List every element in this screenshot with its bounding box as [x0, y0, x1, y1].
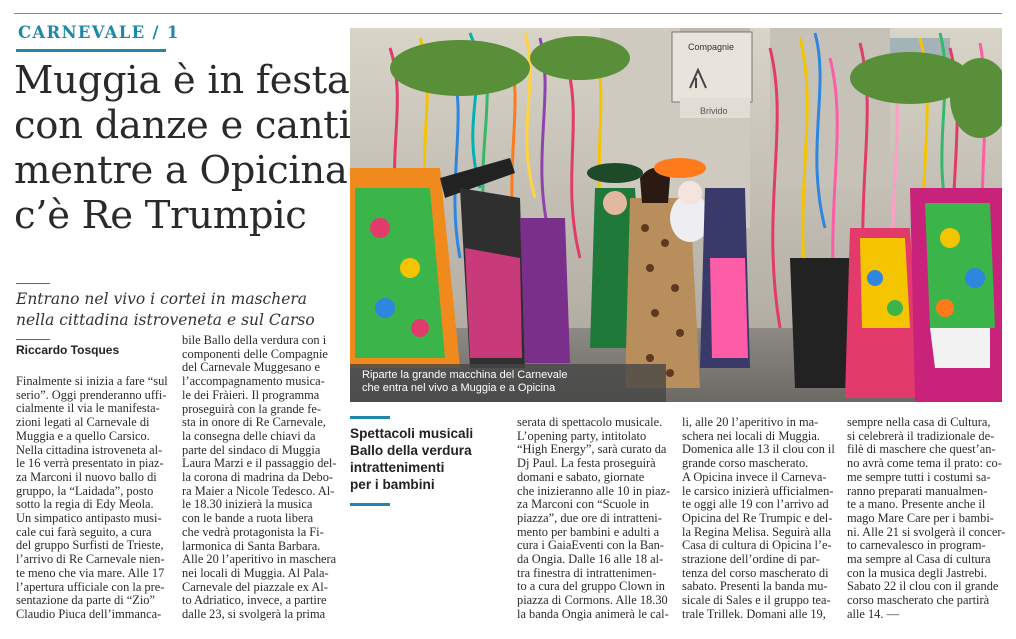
article-headline	[14, 58, 351, 238]
body-text-line: nei locali di Muggia. Al Pala-	[182, 565, 329, 580]
body-text-line: proseguirà con la grande fe-	[182, 401, 321, 416]
body-column-2	[182, 334, 344, 622]
body-text-line: l’apertura ufficiale con la pre-	[16, 579, 165, 594]
body-text-line: te a mano. Presente anche il	[847, 497, 986, 512]
body-text-line: Un simpatico antipasto musi-	[16, 511, 162, 526]
subhead-rule	[16, 283, 50, 284]
section-kicker: CARNEVALE / 1	[18, 23, 180, 42]
body-text-line: zioni legati al Carnevale di	[16, 415, 150, 430]
body-text-line: Dj Paul. La festa proseguirà	[517, 456, 656, 471]
article-subhead	[16, 289, 346, 331]
body-text-line: sta in onore di Re Carnevale,	[182, 415, 326, 430]
body-text-line: trale Trillek. Domani alle 19,	[682, 606, 826, 621]
body-text-line: del Carnevale Muggesano e	[182, 360, 320, 375]
top-rule	[14, 13, 1002, 14]
body-text-line: cura i GaiaEventi con la Ban-	[517, 538, 664, 553]
author-byline: Riccardo Tosques	[16, 343, 120, 357]
body-text-line: filè di maschere che quest’an-	[847, 442, 996, 457]
body-text-line: cialmente il via le manifesta-	[16, 401, 160, 416]
subhead-line: Entrano nel vivo i cortei in maschera	[16, 290, 308, 308]
body-text-line: za Marconi con “Scuole in	[517, 497, 650, 512]
body-text-line: serata di spettacolo musicale.	[517, 415, 663, 429]
body-text-line: me sempre tutti i costumi sa-	[847, 469, 991, 484]
body-text-line: Muggia e a quello Carsico.	[16, 428, 150, 443]
body-text-line: Casa di cultura di Opicina l’e-	[682, 538, 832, 553]
body-text-line: to carnevalesco in program-	[847, 538, 986, 553]
body-text-line: grande corso mascherato.	[682, 456, 809, 471]
body-column-3	[517, 416, 677, 622]
body-text-line: la corona di madrina da Debo-	[182, 470, 334, 485]
headline-line: Muggia è in festa	[14, 58, 350, 103]
body-column-1	[16, 375, 178, 622]
body-text-line: tra finestra di intrattenimen-	[517, 565, 657, 580]
body-text-line: parte del sindaco di Muggia	[182, 442, 321, 457]
headline-line: con danze e canti	[14, 103, 351, 148]
body-text-line: sabato. Presenti la banda mu-	[682, 579, 828, 594]
body-text-line: che inizieranno alle 10 in piaz-	[517, 483, 671, 498]
photo-sign-text: Compagnie	[688, 42, 735, 52]
body-text-line: le carsico inizierà ufficialmen-	[682, 483, 834, 498]
body-text-line: cale cui farà seguito, a cura	[16, 524, 152, 539]
callout-line: intrattenimenti	[350, 460, 445, 475]
body-text-line: Opicina del Re Trumpic e del-	[682, 510, 833, 525]
body-text-line: si celebrerà il tradizionale de-	[847, 428, 995, 443]
body-text-line: componenti delle Compagnie	[182, 346, 328, 361]
callout-line: Ballo della verdura	[350, 443, 472, 458]
headline-line: c’è Re Trumpic	[14, 193, 307, 238]
body-text-line: to a cura del gruppo Clown in	[517, 579, 665, 594]
body-text-line: ra Maier a Nicole Tedesco. Al-	[182, 483, 335, 498]
body-text-line: sempre nella casa di Cultura,	[847, 415, 991, 429]
body-text-line: l’arrivo di Re Carnevale nien-	[16, 552, 165, 567]
body-text-line: Claudio Piuca dell’immanca-	[16, 606, 162, 621]
body-text-line: sentazione da parte di “Zio”	[16, 593, 155, 608]
body-text-line: Nella cittadina istroveneta al-	[16, 442, 163, 457]
body-text-line: L’opening party, intitolato	[517, 428, 647, 443]
body-text-line: l’accompagnamento musica-	[182, 374, 325, 389]
body-text-line: piazza di Cormons. Alle 18.30	[517, 593, 668, 608]
subhead-line: nella cittadina istroveneta e sul Carso	[16, 311, 315, 329]
body-text-line: Domenica alle 13 il clou con il	[682, 442, 835, 457]
body-text-line: larmonica di Santa Barbara.	[182, 538, 321, 553]
body-text-line: “High Energy”, sarà curato da	[517, 442, 667, 457]
body-text-line: mento per bambini e adulti a	[517, 524, 660, 539]
body-text-line: Finalmente si inizia a fare “sul	[16, 374, 168, 388]
headline-line: mentre a Opicina	[14, 148, 348, 193]
body-text-line: la banda Ongia animerà le cal-	[517, 606, 669, 621]
body-text-line: piazza”, due ore di intratteni-	[517, 510, 662, 525]
body-text-line: sotto la regia di Edy Meola.	[16, 497, 154, 512]
body-text-line: no avrà come tema il prato: co-	[847, 456, 1002, 471]
photo-sign-text: Brivido	[700, 106, 728, 116]
body-column-4	[682, 416, 842, 622]
body-text-line: ranno preparati manualmen-	[847, 483, 988, 498]
body-text-line: li, alle 20 l’aperitivo in ma-	[682, 415, 819, 429]
body-text-line: strazione dell’ordine di par-	[682, 552, 820, 567]
body-text-line: del gruppo Surfisti de Trieste,	[16, 538, 164, 553]
body-text-line: te oggi alle 19 con l’arrivo ad	[682, 497, 829, 512]
caption-line: Riparte la grande macchina del Carnevale	[362, 369, 568, 381]
body-text-line: Laura Marzi e il passaggio del-	[182, 456, 337, 471]
body-text-line: serio”. Oggi prenderanno uffi-	[16, 387, 167, 402]
body-text-line: con le bande a ruota libera	[182, 511, 314, 526]
kicker-underline	[16, 49, 166, 52]
body-text-line: alle 14. —	[847, 606, 899, 621]
body-text-line: to Adriatico, invece, a partire	[182, 593, 327, 608]
body-text-line: sicale di Sales e il gruppo tea-	[682, 593, 831, 608]
body-text-line: che vedrà protagonista la Fi-	[182, 524, 324, 539]
carnival-photo	[350, 28, 1002, 402]
body-text-line: za Marconi il nuovo ballo di	[16, 469, 157, 484]
body-text-line: domani e sabato, giornate	[517, 469, 645, 484]
body-text-line: la consegna delle chiavi da	[182, 428, 316, 443]
body-text-line: le dei Fràieri. Il programma	[182, 387, 320, 402]
body-column-5	[847, 416, 1007, 622]
byline-rule	[16, 339, 50, 340]
body-text-line: Alle 20 l’aperitivo in maschera	[182, 552, 337, 567]
body-text-line: ni. Alle 21 si svolgerà il concer-	[847, 524, 1006, 539]
body-text-line: gruppo, la “Laidada”, posto	[16, 483, 154, 498]
callout-line: per i bambini	[350, 477, 435, 492]
body-text-line: A Opicina invece il Carneva-	[682, 469, 827, 484]
body-text-line: ma sempre al Casa di cultura	[847, 552, 991, 567]
body-text-line: le 18.30 inizierà la musica	[182, 497, 313, 512]
body-text-line: corso mascherato che partirà	[847, 593, 990, 608]
caption-line: che entra nel vivo a Muggia e a Opicina	[362, 382, 556, 394]
body-text-line: bile Ballo della verdura con i	[182, 333, 327, 347]
body-text-line: le 16 verrà presentato in piaz-	[16, 456, 164, 471]
body-text-line: Sabato 22 il clou con il grande	[847, 579, 999, 594]
body-text-line: tenza del corso mascherato di	[682, 565, 829, 580]
callout-rule-top	[350, 416, 390, 419]
body-text-line: con la musica degli Jastrebi.	[847, 565, 988, 580]
body-text-line: Carnevale del piazzale ex Al-	[182, 579, 328, 594]
body-text-line: da Ongia. Dalle 16 alle 18 al-	[517, 552, 664, 567]
body-text-line: dalle 23, si svolgerà la prima	[182, 607, 326, 622]
photo-caption	[362, 369, 567, 395]
body-text-line: te meno che via mare. Alle 17	[16, 565, 165, 580]
body-text-line: mago Mare Care per i bambi-	[847, 510, 994, 525]
callout-line: Spettacoli musicali	[350, 426, 474, 441]
body-text-line: la Regina Melisa. Seguirà alla	[682, 524, 831, 539]
callout-rule-bottom	[350, 503, 390, 506]
callout-text	[350, 425, 473, 493]
body-text-line: schera nei locali di Muggia.	[682, 428, 820, 443]
